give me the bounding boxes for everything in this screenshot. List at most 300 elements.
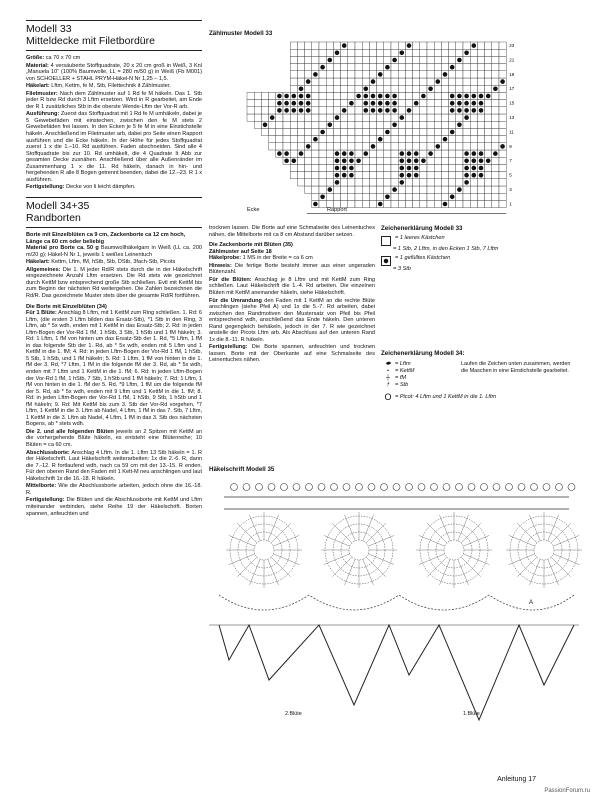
picot-icon: O	[384, 392, 392, 402]
filled-cell	[277, 94, 282, 99]
filled-cell	[392, 94, 397, 99]
paragraph-lead: Häkelart:	[26, 83, 50, 90]
paragraph-text: ca 70 x 70 cm	[44, 55, 81, 61]
picot	[518, 484, 525, 491]
row-number: 23	[509, 43, 515, 48]
filled-cell	[472, 94, 477, 99]
flower-ring	[534, 540, 554, 560]
picot	[256, 484, 263, 491]
filled-cell	[292, 159, 297, 164]
legend34-stb: = Stb	[395, 382, 409, 388]
filled-cell	[479, 94, 484, 99]
paragraph	[26, 429, 202, 449]
filled-cell	[356, 94, 361, 99]
legend34-title: Zeichenerklärung Modell 34:	[381, 350, 465, 357]
filled-cell	[414, 101, 419, 106]
filled-cell	[356, 159, 361, 164]
paragraph-lead: Mittelborte:	[26, 483, 57, 490]
paragraph	[26, 91, 202, 111]
paragraph-lead: Für die Blüten:	[209, 276, 252, 283]
filled-cell	[421, 94, 426, 99]
legend33-filled: = 1 gefülltes Kästchen	[395, 255, 451, 261]
filled-cell	[407, 173, 412, 178]
filled-cell	[450, 101, 455, 106]
paragraph	[209, 225, 375, 238]
model33-title: Modell 33	[26, 23, 72, 35]
filled-cell	[284, 108, 289, 113]
paragraph-text: Die Blüten und die Abschlussborte mit KettM und Lftm miteinander verbinden, siehe Reihe 19 der Häkelschrift. Borten spannen, anfeuchten und	[26, 497, 202, 517]
filled-cell	[457, 94, 462, 99]
filled-cell	[306, 94, 311, 99]
filled-cell	[392, 187, 397, 192]
picot	[268, 484, 275, 491]
paragraph-lead: Ausführung:	[26, 111, 60, 118]
filled-cell	[342, 43, 347, 48]
filled-cell	[364, 151, 369, 156]
filled-cell	[378, 108, 383, 113]
model34-steps	[26, 310, 202, 517]
filled-cell	[400, 180, 405, 185]
filled-cell	[349, 151, 354, 156]
paragraph-text: Anschlag je 8 Lftm und mit KettM zum Ring schließen. Laut Häkelschrift die 1.-4. Rd arbeiten. Die einzelnen Blüten mit KettM aneinander häkeln, siehe Häkelschrift.	[209, 276, 375, 297]
paragraph	[209, 344, 375, 364]
legend33-empty-desc: = 1 Stb, 2 Lftm, in den Ecken 1 Stb, 7 Lftm	[393, 246, 499, 252]
paragraph	[26, 245, 202, 258]
filled-cell	[472, 173, 477, 178]
filled-cell	[443, 202, 448, 207]
filled-cell	[464, 94, 469, 99]
filled-cell	[472, 159, 477, 164]
model33-instructions	[26, 55, 202, 191]
empty-box-icon	[381, 236, 391, 246]
model34-title: Modell 34+35	[26, 199, 90, 212]
filled-cell	[407, 151, 412, 156]
paragraph	[26, 497, 202, 517]
filled-cell	[400, 151, 405, 156]
chain-icon: ⬬	[385, 361, 391, 367]
row-number: 19	[509, 71, 515, 77]
filled-cell	[299, 108, 304, 113]
filled-cell	[472, 151, 477, 156]
legend34-note: Laufen die Zeichen unten zusammen, werden die Maschen in eine Einstichstelle gearbeitet.	[461, 361, 571, 374]
filled-cell	[371, 94, 376, 99]
paragraph-text: jeweils an 2 Spitzen mit KettM an die vorhergehende Blüte häkeln, es entsteht eine Blütenreihe; 10 Blüten = ca 60 cm.	[26, 428, 202, 449]
picot	[381, 484, 388, 491]
filled-cell	[328, 58, 333, 63]
filled-cell	[299, 94, 304, 99]
filled-cell	[400, 115, 405, 120]
paragraph-text: Die Borte spannen, anfeuchten und trocknen lassen. Borte mit der Oberkante auf eine Schmalseite des Leinentuches nähen.	[209, 344, 375, 364]
filled-cell	[349, 159, 354, 164]
model33-header	[26, 20, 202, 51]
legend33-empty: = 1 leeres Kästchen	[395, 235, 445, 241]
filled-cell	[342, 108, 347, 113]
filled-cell	[400, 173, 405, 178]
filled-cell	[335, 151, 340, 156]
filled-cell	[464, 166, 469, 171]
filled-cell	[284, 151, 289, 156]
filled-cell	[472, 166, 477, 171]
paragraph-lead: Material pro Borte ca. 50 g	[26, 245, 99, 252]
filled-cell	[392, 58, 397, 63]
model35-chart-ref: Zählmuster auf Seite 18	[209, 248, 272, 255]
paragraph	[26, 63, 202, 83]
filled-cell	[472, 101, 477, 106]
paragraph	[26, 55, 202, 62]
filled-cell	[335, 159, 340, 164]
picot	[568, 484, 575, 491]
filled-cell	[479, 166, 484, 171]
filled-cell	[342, 166, 347, 171]
filled-cell	[299, 87, 304, 92]
paragraph	[26, 259, 202, 266]
filled-cell	[464, 151, 469, 156]
filled-cell	[392, 101, 397, 106]
paragraph-lead: Hinweis:	[209, 262, 232, 269]
filled-cell	[457, 101, 462, 106]
filled-cell	[349, 166, 354, 171]
filled-cell	[479, 101, 484, 106]
filled-cell	[479, 173, 484, 178]
filled-cell	[457, 58, 462, 63]
filled-cell	[378, 72, 383, 77]
paragraph-text: Lftm, Kettm, fe M, Stb, Filettechnik it Zählmuster.	[49, 83, 171, 90]
paragraph-lead: Für die Umrandung	[209, 297, 262, 304]
paragraph-lead: Material:	[26, 62, 49, 69]
filled-cell	[378, 101, 383, 106]
paragraph-lead: Häkelart:	[26, 259, 50, 266]
paragraph-lead: Allgemeines:	[26, 266, 61, 273]
model34-header	[26, 197, 202, 228]
filled-cell	[421, 159, 426, 164]
filled-cell	[292, 108, 297, 113]
filled-cell	[479, 108, 484, 113]
picot	[406, 484, 413, 491]
filled-cell	[284, 159, 289, 164]
paragraph-lead: Größe:	[26, 55, 45, 61]
filled-cell	[464, 51, 469, 56]
model34-finish-cont	[209, 225, 375, 238]
filled-cell	[335, 166, 340, 171]
filled-cell	[443, 137, 448, 142]
double-crochet-icon: †	[386, 382, 390, 388]
filled-cell	[284, 94, 289, 99]
filled-cell	[335, 51, 340, 56]
page-footer: Anleitung 17	[497, 776, 536, 783]
paragraph	[26, 267, 202, 300]
model33-subtitle: Mitteldecke mit Filetbordüre	[26, 35, 155, 47]
flower1-label: 1.Blüte	[463, 711, 480, 717]
watermark: PassionForum.ru	[544, 788, 590, 794]
filled-cell	[450, 195, 455, 200]
filled-cell	[364, 108, 369, 113]
picot	[443, 484, 450, 491]
row-number: 15	[509, 100, 515, 106]
filled-cell	[342, 151, 347, 156]
paragraph-text: Die fertige Borte besteht immer aus einer ungeraden Blütenzahl.	[209, 262, 375, 276]
picot	[506, 484, 513, 491]
flower2-label: 2.Blüte	[285, 711, 302, 717]
filled-cell	[450, 65, 455, 70]
paragraph	[209, 263, 375, 276]
filled-cell	[313, 72, 318, 77]
picot	[356, 484, 363, 491]
picot	[343, 484, 350, 491]
row-number: 9	[509, 143, 512, 149]
paragraph-lead: Die 2. und alle folgenden Blüten	[26, 428, 114, 435]
row-number: 3	[509, 187, 512, 192]
single-crochet-icon: ┼	[386, 375, 390, 381]
picot	[331, 484, 338, 491]
filled-cell	[436, 79, 441, 84]
chart35-title: Häkelschrift Modell 35	[209, 466, 275, 473]
legend34-picot: = Picot: 4 Lftm und 1 KettM in die 1. Lftm	[395, 394, 497, 400]
filled-cell	[385, 195, 390, 200]
filled-cell	[385, 130, 390, 135]
filled-cell	[335, 180, 340, 185]
arch-row	[219, 595, 574, 610]
filled-cell	[464, 159, 469, 164]
filled-cell	[277, 101, 282, 106]
filled-cell	[486, 159, 491, 164]
picot	[243, 484, 250, 491]
filled-cell	[371, 108, 376, 113]
filled-cell	[414, 159, 419, 164]
picot	[431, 484, 438, 491]
filled-cell	[371, 101, 376, 106]
zigzag-edge	[219, 625, 574, 720]
flower-ring	[254, 540, 274, 560]
paragraph-lead: Für 1 Blüte:	[26, 310, 57, 317]
filled-cell	[450, 108, 455, 113]
paragraph	[26, 83, 202, 90]
paragraph	[209, 298, 375, 344]
filled-cell	[457, 123, 462, 128]
paragraph-text: Kettm, Lftm, fM, hStb, Stb, DStb, 3fach-Stb, Picots	[49, 259, 176, 266]
filled-cell	[299, 101, 304, 106]
filled-cell	[270, 115, 275, 120]
legend34-lftm: = Lftm	[395, 361, 411, 367]
model34-instructions	[26, 245, 202, 299]
flower-ring	[444, 540, 464, 560]
filled-box-icon	[381, 256, 391, 266]
model34-section-title: Die Borte mit Einzelblüten (34)	[26, 303, 107, 310]
filled-cell	[385, 101, 390, 106]
filled-cell	[457, 108, 462, 113]
arrow-a-label: A	[529, 600, 534, 606]
filled-cell	[436, 144, 441, 149]
filled-cell	[364, 101, 369, 106]
paragraph	[26, 450, 202, 483]
filet-chart-model33	[219, 34, 515, 219]
filled-cell	[277, 151, 282, 156]
picot	[493, 484, 500, 491]
row-number: 7	[509, 158, 512, 164]
filled-cell	[292, 94, 297, 99]
paragraph	[26, 310, 202, 428]
picot	[531, 484, 538, 491]
legend-model34	[381, 350, 581, 401]
filled-cell	[292, 101, 297, 106]
filled-cell	[284, 101, 289, 106]
paragraph-lead: Abschlussborte:	[26, 449, 70, 456]
filled-cell	[500, 144, 505, 149]
legend-model33	[381, 225, 581, 273]
filled-cell	[371, 79, 376, 84]
paragraph-lead: Fertigstellung:	[26, 497, 65, 504]
paragraph-lead: Filetmuster:	[26, 90, 58, 97]
filled-cell	[313, 137, 318, 142]
model34-subtitle: Randborten	[26, 211, 81, 224]
filled-cell	[320, 130, 325, 135]
filled-cell	[450, 130, 455, 135]
paragraph-text: 1 MS in der Breite = ca 6 cm	[241, 255, 313, 262]
filled-cell	[400, 51, 405, 56]
paragraph-lead: Fertigstellung:	[209, 344, 248, 351]
filled-cell	[428, 87, 433, 92]
filled-cell	[407, 159, 412, 164]
filled-cell	[385, 108, 390, 113]
legend33-title: Zeichenerklärung Modell 33	[381, 225, 463, 232]
slip-stitch-icon: •	[387, 368, 389, 374]
picot	[318, 484, 325, 491]
chart33-rapport-label: Rapport	[327, 207, 347, 213]
filled-cell	[400, 159, 405, 164]
filled-cell	[414, 166, 419, 171]
filled-cell	[493, 87, 498, 92]
row-number: 21	[509, 57, 515, 63]
picot	[306, 484, 313, 491]
paragraph-text: den Faden mit 1 KettM an die rechte Blüte anschlingen (siehe Pfeil A) und 1x die 5.-7. Rd arbeiten, dabei zwischen den Randmotiven den Mustersatz von Pfeil bis Pfeil entsprechend wdh, anschließend das Ende häkeln. Den unteren Rand gegengleich behäkeln, jedoch in der 7. R wie gezeichnet anstelle der Picots Lftm arb. Als Abschluss auf den unteren Rand 1x die 8.-11. R häkeln.	[209, 297, 376, 343]
picot	[368, 484, 375, 491]
column-left	[26, 20, 202, 518]
filled-cell	[414, 173, 419, 178]
picot	[231, 484, 238, 491]
model34-size: Borte mit Einzelblüten ca 9 cm, Zackenborte ca 12 cm hoch, Länge ca 60 cm oder beliebig	[26, 231, 186, 245]
row-number: 17	[509, 86, 515, 92]
filled-cell	[349, 101, 354, 106]
picot	[543, 484, 550, 491]
filled-cell	[479, 151, 484, 156]
filled-cell	[486, 94, 491, 99]
paragraph-lead: Fertigstellung:	[26, 184, 65, 191]
filled-cell	[457, 187, 462, 192]
filled-cell	[385, 94, 390, 99]
filled-cell	[364, 87, 369, 92]
filled-cell	[407, 108, 412, 113]
chart33-title: Zählmuster Modell 33	[209, 30, 273, 37]
filled-cell	[320, 65, 325, 70]
row-number: 11	[509, 129, 514, 135]
filled-cell	[342, 173, 347, 178]
filled-cell	[464, 180, 469, 185]
filled-cell	[500, 79, 505, 84]
paragraph-text: Baumwollhäkelgarn in Weiß (LL ca. 200 m/20 g); Häkel-N Nr 1, jeweils 1 weißes Leinentuch	[26, 245, 202, 258]
paragraph-text: Anschlag 8 Lftm, mit 1 KettM zum Ring schließen. 1. Rd: 6 Lftm, (die ersten 3 Lftm bilden das Ersatz-Stb), *1 Stb in den Ring, 3 Lftm, ab * 5x wdh, enden mit 1 KettM in das Ersatz-Stb; 2. Rd: in jeden Lftm-Bogen der Vor-Rd 1 fM, 1 hStb, 3 Stb, 1 hStb und 1 fM häkeln; 3. Rd: 1 Lftm, 1 fM von hinten um das Ersatz-Stb der 1. Rd, *5 Lftm, 1 fM in das folgende Stb der 1. Rd, ab * 5x wdh, enden mit 5 Lftm und 1 KettM in die 1. fM; 4. Rd: in jeden Lftm-Bogen der Vor-Rd 1 fM, 1 hStb, 5 Stb, 1 hStb, und 1 fM häkeln; 5. Rd: 1 Lftm, 1 fM von hinten in die 1. fM der 3. Rd, *7 Lftm, 1 fM in die folgende fM der 3. Rd, ab * 5x wdh, enden mit 7 Lftm und 1 KettM in die 1. fM; 6. Rd: in jeden Lftm-Bogen der Vor-Rd 1 fM, 1 hStb, 7 Stb, 1 hStb und 1 fM häkeln; 7. Rd: 1 Lftm, 1 fM von hinten in die 1. fM der 5. Rd, *9 Lftm, 1 fM um die folgende fM der 5. Rd, ab * 5x wdh, enden mit 9 Lftm und 1 KettM in die 1. fM; 8. Rd: in jeden Lftm-Bogen der Vor-Rd 1 fM, 1 hStb, 9 Stb, 1 hStb und 1 fM häkeln; 9. Rd: Mit KettM bis zum 3. Stb der Vor-Rd vorgehen, *7 Lftm, 1 KettM in die 3. Lftm ab Nadel, 4 Lftm, 1 fM in das 7. Stb, 7 Lftm, 1 KettM in die 3. Lftm ab Nadel, 4 Lftm, 1 fM in das 3. Stb des nächsten Bogens, ab * stets wdh.	[26, 310, 202, 428]
filled-cell	[385, 65, 390, 70]
paragraph-text: Zuerst das Stoffquadrat mit 1 Rd fe M umhäkeln, dabei je 5 Gewebefäden mit einstechen, zwischen den fe M stets 2 Gewebefäden frei lassen. In den Ecken je 5 fe M in eine Einstichstelle häkeln. Anschließend im Filetmuster arb, dabei pro Seite einen Rapport ausführen und die Ecke häkeln. In der Höhe für jedes Stoffquadrat zuerst 1 x die 1.–10. Rd ausführen. Faden abschneiden. Sind alle 4 Stoffquadrate bis zur 10. Rd umhäkelt, die 4 Quadrate lt Abb zur gesamten Decke zusnähen. Anschließend über alle Außenränder im Zusammenhang 1 x die 11. Rd häkeln, danach in hin- und hergehenden R alle 8 Bogen getrennt beenden, dabei die 12.–23. R 1 x ausführen.	[26, 111, 202, 183]
filled-cell	[472, 108, 477, 113]
filled-cell	[400, 166, 405, 171]
row-number: 5	[509, 172, 512, 178]
filled-cell	[349, 173, 354, 178]
filled-cell	[450, 94, 455, 99]
paragraph-text: trocknen lassen. Die Borte auf eine Schmalseite des Leinentuches nähen, die Mittelborte mit ca 8 cm Abstand darüber setzen.	[209, 225, 375, 238]
legend34-kettm: = KettM	[395, 368, 415, 374]
picot	[281, 484, 288, 491]
filled-cell	[306, 108, 311, 113]
filled-cell	[335, 173, 340, 178]
filled-cell	[306, 79, 311, 84]
paragraph-text: Nach dem Zählmuster auf 1 Rd fe M häkeln. Das 1. Stb jeder R bzw Rd durch 3 Lftm ersetzen. Wird in R gearbeitet, am Ende der R 1 zusätzliches Stb in die oberste Wende-Lftm der Vor-R arb.	[26, 90, 202, 110]
filled-cell	[299, 151, 304, 156]
picot	[556, 484, 563, 491]
filled-cell	[320, 195, 325, 200]
filled-cell	[407, 43, 412, 48]
paragraph	[26, 184, 202, 191]
row-number: 1	[509, 201, 512, 207]
crochet-chart-model35	[209, 475, 584, 765]
filled-cell	[407, 166, 412, 171]
picot	[293, 484, 300, 491]
filled-cell	[493, 151, 498, 156]
filled-cell	[328, 123, 333, 128]
filled-cell	[378, 137, 383, 142]
picot	[418, 484, 425, 491]
picot	[456, 484, 463, 491]
filled-cell	[364, 94, 369, 99]
filled-cell	[342, 159, 347, 164]
filled-cell	[392, 108, 397, 113]
paragraph-text: Decke von li leicht dämpfen.	[64, 184, 136, 191]
flower-ring	[349, 540, 369, 560]
paragraph-text: 4 versäuberte Stoffquadrate, 20 x 20 cm groß in Weiß, 3 Knl „Manuela 10“ (100% Baumwolle, LL = 280 m/50 g) in Weiß (Fb M001) von SCHOELLER + STAHL PRYM-Häkel-N Nr 1,25 – 1,5.	[26, 62, 202, 82]
filled-cell	[371, 144, 376, 149]
filled-cell	[472, 43, 477, 48]
legend34-fm: = fM	[395, 375, 407, 381]
filled-cell	[479, 159, 484, 164]
filled-cell	[443, 72, 448, 77]
filled-cell	[328, 187, 333, 192]
filled-cell	[464, 108, 469, 113]
paragraph	[209, 277, 375, 297]
paragraph	[26, 111, 202, 183]
row-number: 13	[509, 115, 515, 120]
paragraph-text: Anschlag 4 Lftm. In die 1. Lftm 13 Stb häkeln = 1. R der Häkelschrift. Laut Häkelschrift weiterarbeiten: 1x die 2.-6. R, dann die 7.-12. R fortlaufend wdh, nach ca 59 cm mit der 13.-15. R enden. Für den oberen Rand den Faden mit 1 Kett-M neu anschlingen und laut Häkelschrift 1x die 16.-18. R häkeln.	[26, 449, 202, 482]
picot	[481, 484, 488, 491]
picot	[468, 484, 475, 491]
picot	[393, 484, 400, 491]
filled-cell	[277, 108, 282, 113]
filled-cell	[263, 123, 268, 128]
model35-instructions	[209, 255, 375, 364]
legend33-filled-desc: = 3 Stb	[393, 266, 411, 272]
filled-cell	[306, 144, 311, 149]
paragraph-lead: Häkelprobe:	[209, 255, 242, 262]
filled-cell	[378, 94, 383, 99]
filled-cell	[335, 115, 340, 120]
filled-cell	[378, 202, 383, 207]
filled-cell	[306, 101, 311, 106]
paragraph	[26, 483, 202, 496]
filled-cell	[414, 151, 419, 156]
filled-cell	[313, 202, 318, 207]
paragraph-text: Die 1. M jeder Rd/R stets durch die in der Häkelschrift eingezeichnete Anzahl Lftm ersetzen. Die Rd stets wie gezeichnet durch KettM bzw entsprechend große Stb schließen. Evtl mit KettM bis zum Beginn der nächsten Rd weitergehen. Die Zahlen bezeichnen die Rd/R. Das gezeichnete Muster stets über die gesamte Rd/R fortführen.	[26, 266, 202, 299]
paragraph-text: Wie die Abschlussborte arbeiten, jedoch ohne die 16.-18. R.	[26, 483, 202, 496]
model35-title: Die Zackenborte mit Blüten (35)	[209, 242, 293, 249]
filled-cell	[428, 151, 433, 156]
paragraph	[209, 255, 375, 262]
